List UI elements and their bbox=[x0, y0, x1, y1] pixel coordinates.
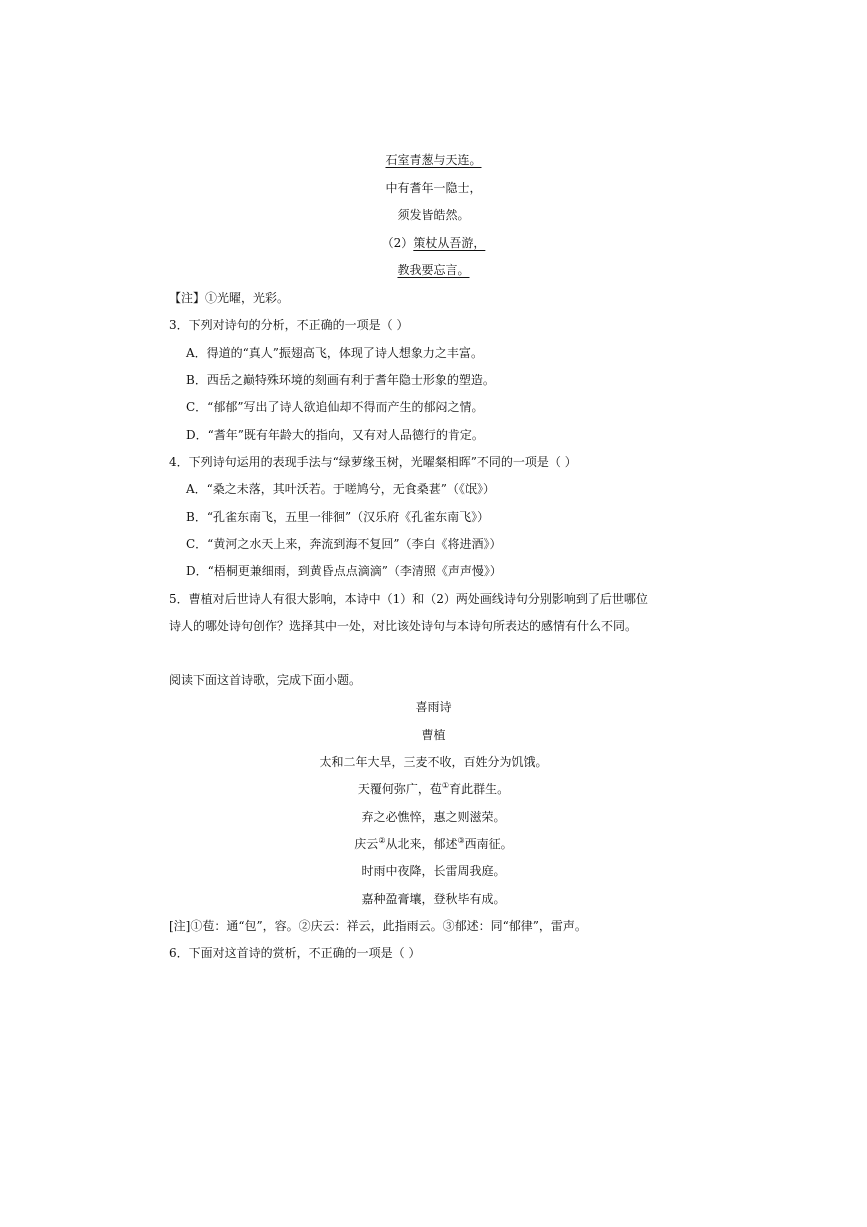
footnote-mark-2: ② bbox=[378, 836, 386, 845]
note-2: [注]①苞：通“包”，容。②庆云：祥云，此指雨云。③郁述：同“郁律”，雷声。 bbox=[169, 919, 587, 933]
poem2-line-2a: 天覆何弥广，苞 bbox=[357, 782, 442, 796]
poem2-title: 喜雨诗 bbox=[415, 700, 452, 714]
note-1: 【注】①光曜，光彩。 bbox=[169, 291, 290, 305]
question-4-option-c: C．“黄河之水天上来，奔流到海不复回”（李白《将进酒》） bbox=[186, 537, 502, 551]
poem2-line-4a: 庆云 bbox=[354, 837, 379, 851]
poem2-line-2b: 育此群生。 bbox=[449, 782, 510, 796]
poem2-line-2 bbox=[0, 781, 867, 797]
poem2-line-4b: 从北来，郁述 bbox=[385, 837, 458, 851]
question-3-stem: 3．下列对诗句的分析，不正确的一项是（ ） bbox=[169, 318, 409, 332]
footnote-mark-3: ③ bbox=[457, 836, 465, 845]
poem2-line-4 bbox=[0, 836, 867, 852]
reading-intro: 阅读下面这首诗歌，完成下面小题。 bbox=[169, 673, 362, 687]
question-3-option-a: A．得道的“真人”振翅高飞，体现了诗人想象力之丰富。 bbox=[186, 346, 483, 360]
poem1-line-1: 石室青葱与天连。 bbox=[385, 153, 482, 167]
question-6-stem: 6．下面对这首诗的赏析，不正确的一项是（ ） bbox=[169, 946, 421, 960]
poem2-line-4c: 西南征。 bbox=[464, 837, 513, 851]
poem1-marker-2: （2） bbox=[381, 236, 414, 250]
poem1-line-5: 教我要忘言。 bbox=[397, 263, 470, 277]
poem1-line-4-text: 策杖从吾游， bbox=[413, 236, 486, 250]
question-3-option-d: D．“耆年”既有年龄大的指向，又有对人品德行的肯定。 bbox=[186, 428, 484, 442]
question-4-option-d: D．“梧桐更兼细雨，到黄昏点点滴滴”（李清照《声声慢》） bbox=[186, 564, 502, 578]
poem2-line-1: 太和二年大旱，三麦不收，百姓分为饥饿。 bbox=[319, 755, 548, 769]
question-5-line-1: 5．曹植对后世诗人有很大影响，本诗中（1）和（2）两处画线诗句分别影响到了后世哪位 bbox=[169, 592, 648, 606]
question-4-option-b: B．“孔雀东南飞，五里一徘徊”（汉乐府《孔雀东南飞》） bbox=[186, 510, 490, 524]
poem1-line-2: 中有耆年一隐士， bbox=[385, 181, 482, 195]
poem2-author: 曹植 bbox=[421, 728, 446, 742]
poem2-line-5: 时雨中夜降，长雷周我庭。 bbox=[361, 864, 506, 878]
poem1-line-4 bbox=[0, 235, 867, 251]
question-3-option-b: B．西岳之巅特殊环境的刻画有利于耆年隐士形象的塑造。 bbox=[186, 373, 495, 387]
question-4-option-a: A．“桑之未落，其叶沃若。于嗟鸠兮，无食桑葚”（《氓》） bbox=[186, 482, 495, 496]
question-5-line-2: 诗人的哪处诗句创作？选择其中一处，对比该处诗句与本诗句所表达的感情有什么不同。 bbox=[169, 619, 638, 633]
footnote-mark-1: ① bbox=[441, 781, 450, 790]
poem2-line-3: 弃之必憔悴，惠之则滋荣。 bbox=[361, 810, 506, 824]
poem2-line-6: 嘉种盈膏壤，登秋毕有成。 bbox=[361, 892, 506, 906]
poem1-line-3: 须发皆皓然。 bbox=[397, 208, 470, 222]
question-4-stem: 4．下列诗句运用的表现手法与“绿萝缘玉树，光曜粲相晖”不同的一项是（ ） bbox=[169, 455, 577, 469]
question-3-option-c: C．“郁郁”写出了诗人欲追仙却不得而产生的郁闷之情。 bbox=[186, 400, 484, 414]
